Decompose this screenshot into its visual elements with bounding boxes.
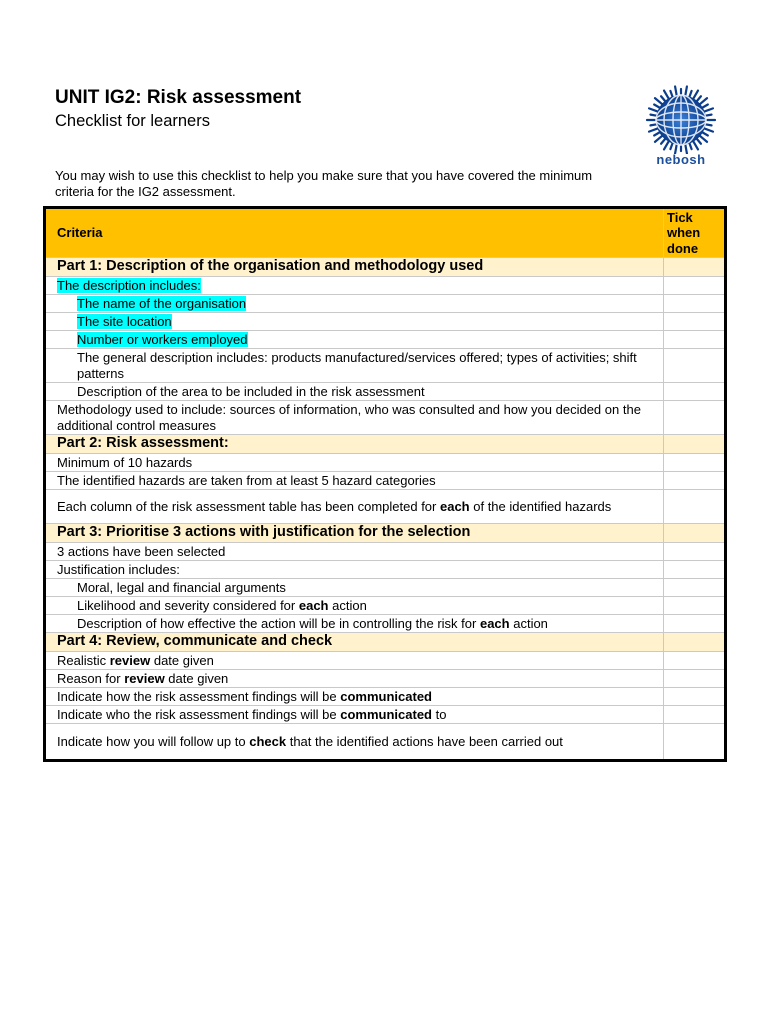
logo-ray — [689, 91, 691, 98]
highlighted-criterion: The description includes: — [57, 277, 201, 293]
part2-heading-row — [45, 435, 726, 454]
table-row — [45, 724, 726, 761]
part4-heading-row — [45, 633, 726, 652]
logo-ray — [654, 132, 660, 136]
criterion-text: Moral, legal and financial arguments — [45, 579, 664, 597]
tick-cell[interactable] — [664, 652, 726, 670]
logo-ray — [661, 96, 666, 101]
tick-cell[interactable] — [664, 597, 726, 615]
tick-cell[interactable] — [664, 454, 726, 472]
logo-ray — [693, 91, 698, 100]
logo-ray — [649, 108, 658, 111]
globe-icon — [636, 84, 726, 154]
tick-cell[interactable] — [664, 490, 726, 524]
tick-cell[interactable] — [664, 472, 726, 490]
criterion-text: Description of how effective the action will be in controlling the risk for each action — [45, 615, 664, 633]
table-row — [45, 561, 726, 579]
tick-cell[interactable] — [664, 706, 726, 724]
nebosh-logo — [636, 84, 726, 172]
logo-ray — [702, 105, 708, 109]
table-row — [45, 615, 726, 633]
logo-ray — [699, 98, 707, 104]
logo-ray — [693, 141, 698, 150]
tick-cell[interactable] — [664, 313, 726, 331]
tick-cell[interactable] — [664, 277, 726, 295]
tick-cell[interactable] — [664, 401, 726, 435]
logo-ray — [664, 91, 669, 100]
table-row — [45, 597, 726, 615]
table-row — [45, 295, 726, 313]
table-row — [45, 331, 726, 349]
logo-ray — [689, 143, 691, 150]
logo-ray — [702, 132, 708, 136]
criterion-text: Methodology used to include: sources of information, who was consulted and how you decided on the additional control measures — [45, 401, 664, 435]
table-row — [45, 313, 726, 331]
highlighted-criterion: The site location — [77, 313, 172, 329]
part3-heading-row — [45, 524, 726, 543]
table-row — [45, 401, 726, 435]
criterion-text: Indicate who the risk assessment findings will be communicated to — [45, 706, 664, 724]
logo-ray — [704, 108, 713, 111]
tick-cell[interactable] — [664, 688, 726, 706]
logo-ray — [649, 128, 658, 131]
criterion-text: Indicate how the risk assessment findings will be communicated — [45, 688, 664, 706]
table-row — [45, 349, 726, 383]
table-row — [45, 472, 726, 490]
tick-cell[interactable] — [664, 435, 726, 454]
tick-cell[interactable] — [664, 383, 726, 401]
table-row — [45, 543, 726, 561]
logo-ray — [675, 87, 677, 97]
logo-ray — [654, 105, 660, 109]
tick-cell[interactable] — [664, 724, 726, 761]
tick-cell[interactable] — [664, 349, 726, 383]
criterion-text: Indicate how you will follow up to check that the identified actions have been carried out — [45, 724, 664, 761]
logo-ray — [661, 138, 666, 143]
highlighted-criterion: The name of the organisation — [77, 295, 247, 311]
logo-ray — [670, 143, 672, 150]
tick-cell[interactable] — [664, 579, 726, 597]
logo-text: nebosh — [656, 152, 706, 167]
criterion-text: Minimum of 10 hazards — [45, 454, 664, 472]
part2-heading: Part 2: Risk assessment: — [45, 435, 664, 454]
tick-cell[interactable] — [664, 295, 726, 313]
page-title: UNIT IG2: Risk assessment — [55, 87, 302, 108]
logo-ray — [655, 135, 663, 141]
logo-ray — [696, 138, 701, 143]
highlighted-criterion: Number or workers employed — [77, 331, 248, 347]
table-row — [45, 579, 726, 597]
table-row — [45, 652, 726, 670]
table-row — [45, 383, 726, 401]
logo-ray — [685, 87, 687, 97]
table-row — [45, 670, 726, 688]
table-row — [45, 277, 726, 295]
criterion-text: The identified hazards are taken from at least 5 hazard categories — [45, 472, 664, 490]
part3-heading: Part 3: Prioritise 3 actions with justification for the selection — [45, 524, 664, 543]
tick-cell[interactable] — [664, 524, 726, 543]
tick-cell[interactable] — [664, 258, 726, 277]
criterion-text: Each column of the risk assessment table has been completed for each of the identified hazards — [45, 490, 664, 524]
criteria-column-header: Criteria — [45, 208, 664, 258]
tick-cell[interactable] — [664, 670, 726, 688]
criterion-text: Realistic review date given — [45, 652, 664, 670]
tick-cell[interactable] — [664, 543, 726, 561]
criteria-checklist-table — [43, 206, 727, 762]
criterion-text: The general description includes: products manufactured/services offered; types of activities; shift patterns — [45, 349, 664, 383]
logo-ray — [699, 135, 707, 141]
intro-text: You may wish to use this checklist to help you make sure that you have covered the minimum criteria for the IG2 assessment. — [55, 168, 593, 199]
logo-ray — [655, 98, 663, 104]
criterion-text: Likelihood and severity considered for each action — [45, 597, 664, 615]
logo-ray — [664, 141, 669, 150]
page-subtitle: Checklist for learners — [55, 112, 210, 130]
table-header-row — [45, 208, 726, 258]
table-row — [45, 706, 726, 724]
table-row — [45, 454, 726, 472]
part1-heading: Part 1: Description of the organisation and methodology used — [45, 258, 664, 277]
criterion-text: Description of the area to be included in the risk assessment — [45, 383, 664, 401]
logo-ray — [696, 96, 701, 101]
table-row — [45, 490, 726, 524]
criterion-text: Justification includes: — [45, 561, 664, 579]
tick-column-header: Tick when done — [664, 208, 726, 258]
tick-cell[interactable] — [664, 331, 726, 349]
logo-ray — [670, 91, 672, 98]
table-row — [45, 688, 726, 706]
criterion-text: Reason for review date given — [45, 670, 664, 688]
part4-heading: Part 4: Review, communicate and check — [45, 633, 664, 652]
logo-ray — [704, 128, 713, 131]
criterion-text: 3 actions have been selected — [45, 543, 664, 561]
tick-cell[interactable] — [664, 615, 726, 633]
part1-heading-row — [45, 258, 726, 277]
tick-cell[interactable] — [664, 561, 726, 579]
tick-cell[interactable] — [664, 633, 726, 652]
